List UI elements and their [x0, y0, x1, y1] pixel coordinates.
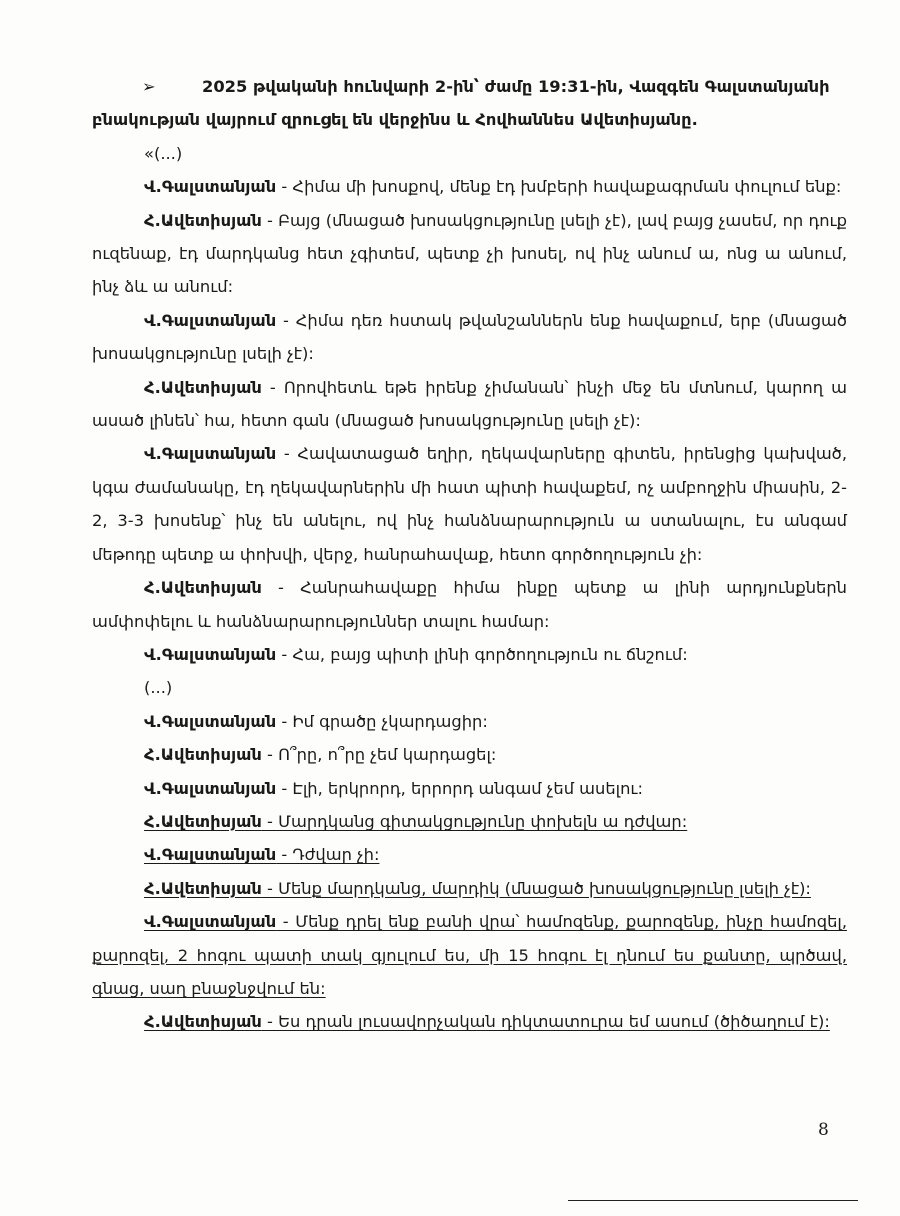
- dialogue-line: [92, 905, 847, 1005]
- speaker-name: Վ.Գալստանյան: [144, 177, 277, 197]
- utterance-text: - Ո՞րը, ո՞րը չեմ կարդացել:: [261, 745, 497, 765]
- utterance-text: - Դժվար չի:: [276, 845, 380, 865]
- utterance-text: - Հիմա մի խոսքով, մենք էդ խմբերի հավաքագրման փուլում ենք:: [276, 177, 842, 197]
- intro-paragraph: [92, 70, 847, 103]
- utterance-text: - Բայց (մնացած խոսակցությունը լսելի չէ), լավ բայց չասեմ, որ դուք ուզենաք, էդ մարդկանց հետ չգիտեմ, պետք չի խոսել, ով ինչ անում ա, ոնց ա անում, ինչ ձև ա անում:: [92, 210, 847, 297]
- dialogue-line: [92, 705, 847, 738]
- transcript-body: [92, 70, 847, 1039]
- utterance-text: - Իմ գրածը չկարդացիր:: [276, 711, 488, 731]
- speaker-name: Վ.Գալստանյան: [144, 845, 277, 865]
- intro-line-1: 2025 թվականի հունվարի 2-ին՝ ժամը 19:31-ին, Վազգեն Գալստանյանի: [202, 77, 830, 96]
- utterance-text: - Որովհետև եթե իրենք չիմանան՝ ինչի մեջ են մտնում, կարող ա ասած լինեն՝ հա, հետո գան (մնացած խոսակցությունը լսելի չէ):: [92, 377, 847, 431]
- speaker-name: Հ.Ավետիսյան: [144, 377, 262, 397]
- dialogue-list: [92, 170, 847, 1039]
- utterance-text: - Հա, բայց պիտի լինի գործողություն ու ճնշում:: [276, 644, 688, 664]
- utterance-text: - Հավատացած եղիր, ղեկավարները գիտեն, իրենցից կախված, կգա ժամանակը, էդ ղեկավարներին մի հատ պիտի հավաքեմ, ոչ ամբողջին միասին, 2-2, 3-3 խոսենք՝ ինչ են անելու, ով ինչ հանձնարարություն ա ստանալու, էս անգամ մեթոդը պետք ա փոխվի, վերջ, հանրահավաք, հետո գործողություն չի:: [92, 444, 847, 564]
- speaker-name: Վ.Գալստանյան: [144, 711, 277, 731]
- dialogue-line: [92, 437, 847, 571]
- dialogue-line: [92, 204, 847, 304]
- speaker-name: Հ.Ավետիսյան: [144, 745, 262, 765]
- utterance-text: - Ես դրան լուսավորչական դիկտատուրա եմ ասում (ծիծաղում է):: [261, 1012, 830, 1032]
- speaker-name: Հ.Ավետիսյան: [144, 578, 262, 598]
- speaker-name: Վ.Գալստանյան: [144, 644, 277, 664]
- utterance-text: - Էլի, երկրորդ, երրորդ անգամ չեմ ասելու:: [276, 778, 643, 798]
- utterance-text: - Մենք մարդկանց, մարդիկ (մնացած խոսակցությունը լսելի չէ):: [261, 878, 811, 898]
- utterance-text: (...): [144, 678, 173, 698]
- dialogue-line: [92, 838, 847, 871]
- speaker-name: Հ.Ավետիսյան: [144, 210, 262, 230]
- speaker-name: Վ.Գալստանյան: [144, 778, 277, 798]
- footer-rule: [568, 1200, 858, 1201]
- dialogue-line: [92, 872, 847, 905]
- utterance-text: - Հանրահավաքը հիմա ինքը պետք ա լինի արդյունքներն ամփոփելու և հանձնարարություններ տալու համար:: [92, 578, 847, 631]
- speaker-name: Հ.Ավետիսյան: [144, 811, 262, 831]
- dialogue-line: [92, 571, 847, 638]
- utterance-text: - Մենք դրել ենք բանի վրա՝ համոզենք, քարոզենք, ինչը համոզել, քարոզել, 2 հոգու պատի տակ գյուլում ես, մի 15 հոգու էլ դնում ես քանտը, պրծավ, գնաց, սաղ բնաջնջվում են:: [92, 912, 847, 998]
- dialogue-line: [92, 170, 847, 203]
- dialogue-line: [92, 772, 847, 805]
- dialogue-line: [92, 638, 847, 671]
- page-number: 8: [818, 1120, 829, 1140]
- dialogue-line: [92, 1005, 847, 1038]
- speaker-name: Վ.Գալստանյան: [144, 444, 277, 464]
- dialogue-line: [92, 805, 847, 838]
- utterance-text: - Մարդկանց գիտակցությունը փոխելն ա դժվար:: [261, 811, 688, 831]
- dialogue-line: [92, 304, 847, 371]
- dialogue-line: [92, 371, 847, 438]
- utterance-text: - Հիմա դեռ հստակ թվանշաններն ենք հավաքում, երբ (մնացած խոսակցությունը լսելի չէ):: [92, 310, 847, 364]
- speaker-name: Վ.Գալստանյան: [144, 310, 277, 330]
- bullet-arrow-icon: ➢: [142, 77, 156, 96]
- speaker-name: Հ.Ավետիսյան: [144, 1012, 262, 1032]
- dialogue-line: [92, 738, 847, 771]
- quote-open: «(...): [144, 143, 183, 163]
- dialogue-line: [92, 671, 847, 704]
- intro-line-2: բնակության վայրում զրուցել են վերջինս և Հովհաննես Ավետիսյանը.: [92, 110, 698, 130]
- speaker-name: Հ.Ավետիսյան: [144, 878, 262, 898]
- speaker-name: Վ.Գալստանյան: [144, 912, 277, 932]
